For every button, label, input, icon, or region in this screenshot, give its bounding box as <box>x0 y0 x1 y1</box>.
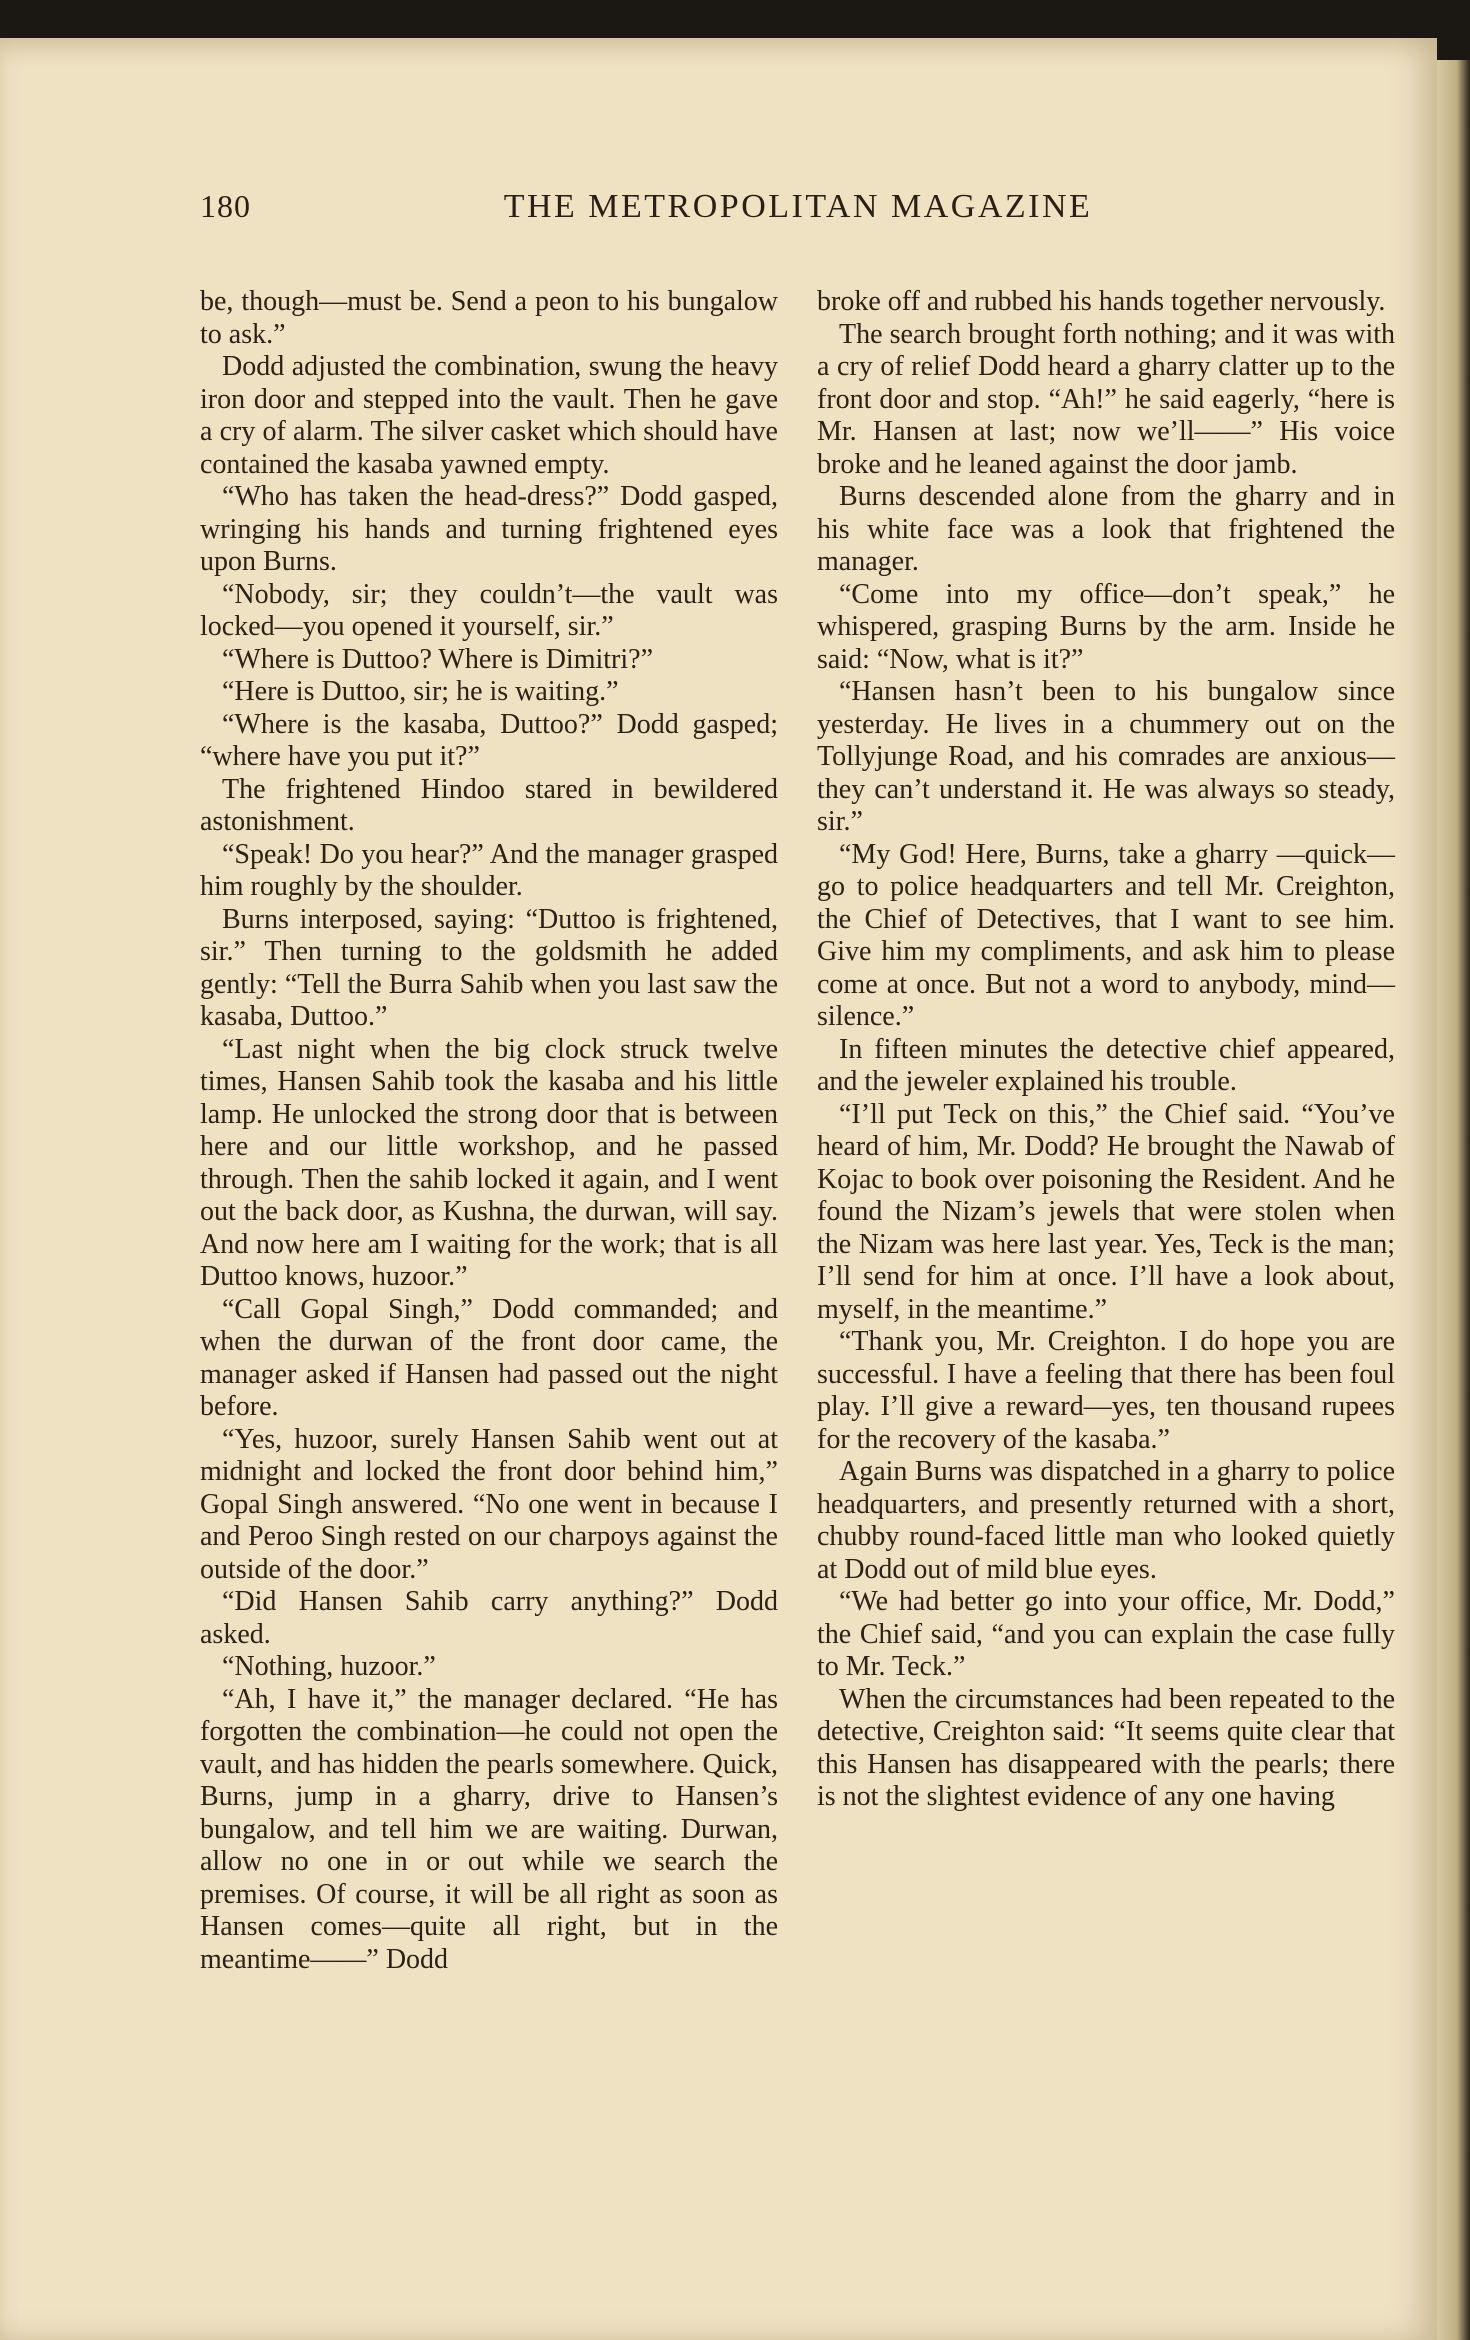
left-column <box>200 286 778 1976</box>
paragraph: “Hansen hasn’t been to his bungalow since yesterday. He lives in a chummery out on the Tollyjunge Road, and his comrades are anxious—they can’t understand it. He was always so steady, sir.” <box>817 676 1395 837</box>
paragraph: When the circumstances had been repeated to the detective, Creighton said: “It seems quite clear that this Hansen has disappeared with the pearls; there is not the slightest evidence of any one having <box>817 1683 1395 1812</box>
paragraph: “Speak! Do you hear?” And the manager grasped him roughly by the shoulder. <box>200 838 778 902</box>
paragraph: “Thank you, Mr. Creighton. I do hope you are successful. I have a feeling that there has been foul play. I’ll give a reward—yes, ten thousand rupees for the recovery of the kasaba.” <box>817 1326 1395 1455</box>
paragraph: In fifteen minutes the detective chief appeared, and the jeweler explained his trouble. <box>817 1033 1395 1097</box>
paragraph: “Did Hansen Sahib carry anything?” Dodd asked. <box>200 1586 778 1650</box>
paragraph: “Nobody, sir; they couldn’t—the vault was locked—you opened it yourself, sir.” <box>200 578 778 642</box>
paragraph: “Nothing, huzoor.” <box>222 1651 436 1682</box>
paragraph: Burns interposed, saying: “Duttoo is frightened, sir.” Then turning to the goldsmith he added gently: “Tell the Burra Sahib when you last saw the kasaba, Duttoo.” <box>200 903 778 1032</box>
page-edge-shadow <box>1437 60 1470 2340</box>
page-header <box>200 188 1396 258</box>
paragraph: “Where is Duttoo? Where is Dimitri?” <box>222 643 653 675</box>
paragraph: “Call Gopal Singh,” Dodd commanded; and when the durwan of the front door came, the manager asked if Hansen had passed out the night before. <box>200 1293 778 1422</box>
paragraph: Dodd adjusted the combination, swung the heavy iron door and stepped into the vault. Then he gave a cry of alarm. The silver casket which should have contained the kasaba yawned empty. <box>200 351 778 480</box>
magazine-page <box>0 38 1437 2340</box>
paragraph: Again Burns was dispatched in a gharry to police headquarters, and presently returned with a short, chubby round-faced little man who looked quietly at Dodd out of mild blue eyes. <box>817 1456 1395 1585</box>
paragraph: “Yes, huzoor, surely Hansen Sahib went out at midnight and locked the front door behind him,” Gopal Singh answered. “No one went in because I and Peroo Singh rested on our charpoys against the outside of the door.” <box>200 1423 778 1585</box>
paragraph: “Here is Duttoo, sir; he is waiting.” <box>222 676 619 707</box>
page-number: 180 <box>200 188 251 224</box>
paragraph: “Who has taken the head-dress?” Dodd gasped, wringing his hands and turning frightened eyes upon Burns. <box>200 481 778 577</box>
paragraph: “Ah, I have it,” the manager declared. “He has forgotten the combination—he could not open the vault, and has hidden the pearls somewhere. Quick, Burns, jump in a gharry, drive to Hansen’s bungalow, and tell him we are waiting. Durwan, allow no one in or out while we search the premises. Of course, it will be all right as soon as Hansen comes—quite all right, but in the meantime——” Dodd <box>200 1683 778 1975</box>
paragraph: “I’ll put Teck on this,” the Chief said. “You’ve heard of him, Mr. Dodd? He brought the Nawab of Kojac to book over poisoning the Resident. And he found the Nizam’s jewels that were stolen when the Nizam was here last year. Yes, Teck is the man; I’ll send for him at once. I’ll have a look about, myself, in the meantime.” <box>817 1098 1395 1325</box>
right-column <box>817 286 1395 1814</box>
paragraph: “Where is the kasaba, Duttoo?” Dodd gasped; “where have you put it?” <box>200 708 778 772</box>
paragraph: be, though—must be. Send a peon to his bungalow to ask.” <box>200 286 778 350</box>
paragraph: “We had better go into your office, Mr. Dodd,” the Chief said, “and you can explain the case fully to Mr. Teck.” <box>817 1586 1395 1682</box>
paragraph: broke off and rubbed his hands together nervously. <box>817 286 1386 317</box>
paragraph: “Come into my office—don’t speak,” he whispered, grasping Burns by the arm. Inside he said: “Now, what is it?” <box>817 578 1395 675</box>
paragraph: The frightened Hindoo stared in bewildered astonishment. <box>200 773 778 837</box>
paragraph: The search brought forth nothing; and it was with a cry of relief Dodd heard a gharry clatter up to the front door and stop. “Ah!” he said eagerly, “here is Mr. Hansen at last; now we’ll——” His voice broke and he leaned against the door jamb. <box>817 318 1395 480</box>
paragraph: Burns descended alone from the gharry and in his white face was a look that frightened the manager. <box>817 481 1395 577</box>
paragraph: “Last night when the big clock struck twelve times, Hansen Sahib took the kasaba and his little lamp. He unlocked the strong door that is between here and our little workshop, and he passed through. Then the sahib locked it again, and I went out the back door, as Kushna, the durwan, will say. And now here am I waiting for the work; that is all Duttoo knows, huzoor.” <box>200 1033 778 1292</box>
running-title: THE METROPOLITAN MAGAZINE <box>503 188 1093 225</box>
paragraph: “My God! Here, Burns, take a gharry —quick—go to police headquarters and tell Mr. Creighton, the Chief of Detectives, that I want to see him. Give him my compliments, and ask him to please come at once. But not a word to anybody, mind—silence.” <box>817 838 1395 1032</box>
